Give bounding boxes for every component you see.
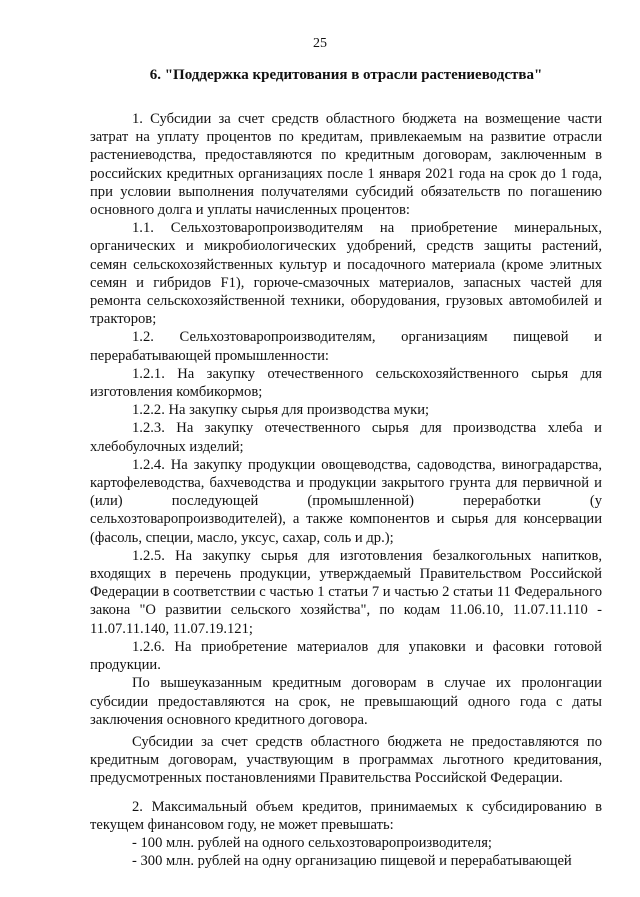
paragraph-1: 1. Субсидии за счет средств областного бюджета на возмещение части затрат на уплату процентов по кредитам, привлекаемым на развитие отрасли растениеводства, предоставляются по кредитным договорам, заключенным в российских кредитных организациях после 1 января 2021 года на срок до 1 года, при условии выполнения получателями субсидий обязательств по погашению основного долга и уплаты начисленных процентов: <box>90 111 602 219</box>
paragraph-exclusion: Субсидии за счет средств областного бюджета не предоставляются по кредитным договорам, участвующим в программах льготного кредитования, предусмотренных постановлениями Правительства Российской Федерации. <box>90 733 602 787</box>
page-number: 25 <box>313 36 327 51</box>
paragraph-1-2-5: 1.2.5. На закупку сырья для изготовления безалкогольных напитков, входящих в перечень продукции, утверждаемый Правительством Российской Федерации в соответствии с частью 1 статьи 7 и частью 2 статьи 11 Федерального закона "О развитии сельского хозяйства", по кодам 11.06.10, 11.07.11.110 - 11.07.11.140, 11.07.19.121; <box>90 547 602 637</box>
paragraph-1-2-6: 1.2.6. На приобретение материалов для упаковки и фасовки готовой продукции. <box>90 638 602 674</box>
paragraph-1-2-2: 1.2.2. На закупку сырья для производства муки; <box>132 402 430 419</box>
paragraph-1-2-1: 1.2.1. На закупку отечественного сельскохозяйственного сырья для изготовления комбикормов; <box>90 365 602 401</box>
paragraph-2: 2. Максимальный объем кредитов, принимаемых к субсидированию в текущем финансовом году, не может превышать: <box>90 798 602 833</box>
paragraph-1-2: 1.2. Сельхозтоваропроизводителям, организациям пищевой и перерабатывающей промышленности: <box>90 329 602 364</box>
paragraph-prolongation: По вышеуказанным кредитным договорам в случае их пролонгации субсидии предоставляются на срок, не превышающий одного года с даты заключения основного кредитного договора. <box>90 675 602 728</box>
list-item: - 100 млн. рублей на одного сельхозтоваропроизводителя; <box>132 834 492 851</box>
paragraph-1-2-4: 1.2.4. На закупку продукции овощеводства, садоводства, виноградарства, картофелеводства, бахчеводства и продукции закрытого грунта для первичной и (или) последующей (промышленной) переработки (у сельхозтоваропроизводителей), а также компонентов и сырья для консервации (фасоль, специи, масло, уксус, сахар, соль и др.); <box>90 456 602 546</box>
paragraph-1-1: 1.1. Сельхозтоваропроизводителям на приобретение минеральных, органических и микробиологических удобрений, средств защиты растений, семян сельскохозяйственных культур и посадочного материала (кроме элитных семян и гибридов F1), горюче-смазочных материалов, запасных частей для ремонта сельскохозяйственной техники, оборудования, грузовых автомобилей и тракторов; <box>90 220 602 328</box>
paragraph-1-2-3: 1.2.3. На закупку отечественного сырья для производства хлеба и хлебобулочных изделий; <box>90 420 602 455</box>
list-item: - 300 млн. рублей на одну организацию пищевой и перерабатывающей <box>132 853 572 870</box>
document-body <box>90 110 602 870</box>
section-heading: 6. "Поддержка кредитования в отрасли растениеводства" <box>149 67 543 83</box>
